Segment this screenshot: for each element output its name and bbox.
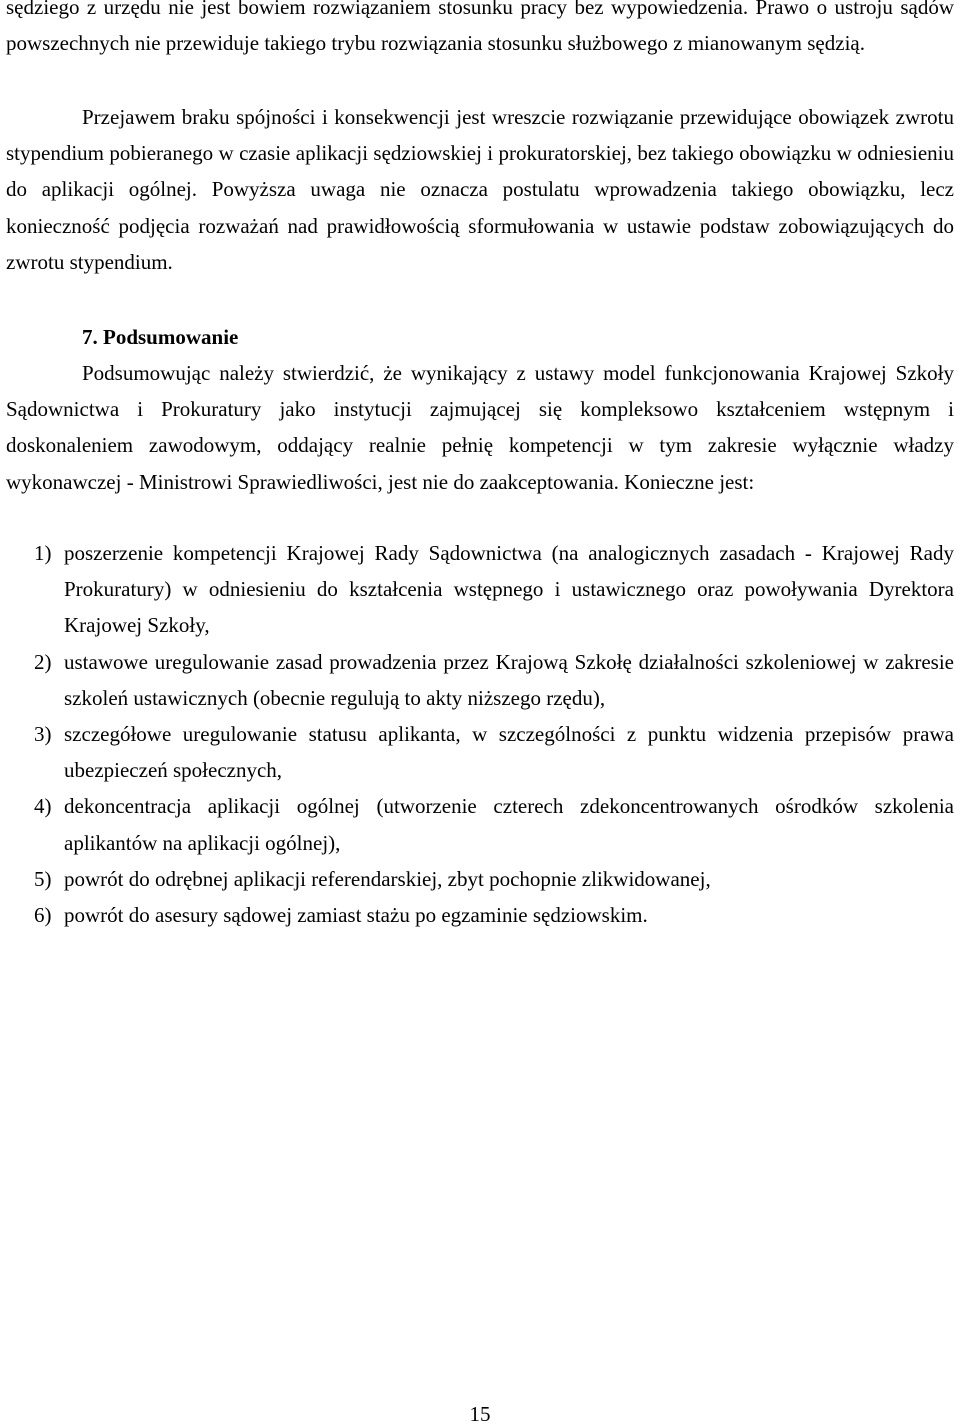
list-item-text: ustawowe uregulowanie zasad prowadzenia przez Krajową Szkołę działalności szkoleniowej w zakresie szkoleń ustawicznych (obecnie regulują to akty niższego rzędu), xyxy=(64,649,954,710)
list-item-text: szczegółowe uregulowanie statusu aplikanta, w szczególności z punktu widzenia przepisów prawa ubezpieczeń społecznych, xyxy=(64,722,954,783)
list-item-text: powrót do asesury sądowej zamiast stażu po egzaminie sędziowskim. xyxy=(64,903,648,928)
list-item xyxy=(6,535,954,644)
list-item xyxy=(6,716,954,788)
paragraph-summary: Podsumowując należy stwierdzić, że wynikający z ustawy model funkcjonowania Krajowej Szkoły Sądownictwa i Prokuratury jako instytucji zajmującej się kompleksowo kształceniem wstępnym i doskonaleniem zawodowym, oddający realnie pełnię kompetencji w tym zakresie wyłącznie władzy wykonawczej - Ministrowi Sprawiedliwości, jest nie do zaakceptowania. Konieczne jest: xyxy=(6,361,954,494)
list-item-number: 4) xyxy=(34,794,52,819)
list-item-number: 1) xyxy=(34,541,52,565)
list-item-number: 6) xyxy=(34,903,52,928)
list-item-text: powrót do odrębnej aplikacji referendarskiej, zbyt pochopnie zlikwidowanej, xyxy=(64,866,711,891)
list-item-text: poszerzenie kompetencji Krajowej Rady Sądownictwa (na analogicznych zasadach - Krajowej Rady Prokuratury) w odniesieniu do kształcenia wstępnego i ustawicznego oraz powoływania Dyrektora Krajowej Szkoły, xyxy=(64,541,954,638)
list-item-number: 3) xyxy=(34,722,52,747)
list-item xyxy=(6,788,954,860)
paragraph-stipend: Przejawem braku spójności i konsekwencji jest wreszcie rozwiązanie przewidujące obowiązek zwrotu stypendium pobieranego w czasie aplikacji sędziowskiej i prokuratorskiej, bez takiego obowiązku w odniesieniu do aplikacji ogólnej. Powyższa uwaga nie oznacza postulatu wprowadzenia takiego obowiązku, lecz konieczność podjęcia rozważań nad prawidłowością sformułowania w ustawie podstaw zobowiązujących do zwrotu stypendium. xyxy=(6,105,954,274)
list-item xyxy=(6,861,954,897)
list-item xyxy=(6,644,954,716)
list-item-number: 5) xyxy=(34,866,52,891)
recommendations-list xyxy=(6,535,954,933)
paragraph-continuation: sędziego z urzędu nie jest bowiem rozwiązaniem stosunku pracy bez wypowiedzenia. Prawo o ustroju sądów powszechnych nie przewiduje takiego trybu rozwiązania stosunku służbowego z mianowanym sędzią. xyxy=(6,0,954,56)
list-item-number: 2) xyxy=(34,649,52,674)
list-item-text: dekoncentracja aplikacji ogólnej (utworzenie czterech zdekoncentrowanych ośrodków szkolenia aplikantów na aplikacji ogólnej), xyxy=(64,794,954,855)
page-number: 15 xyxy=(469,1402,491,1426)
section-heading: 7. Podsumowanie xyxy=(82,325,239,349)
list-item xyxy=(6,897,954,933)
